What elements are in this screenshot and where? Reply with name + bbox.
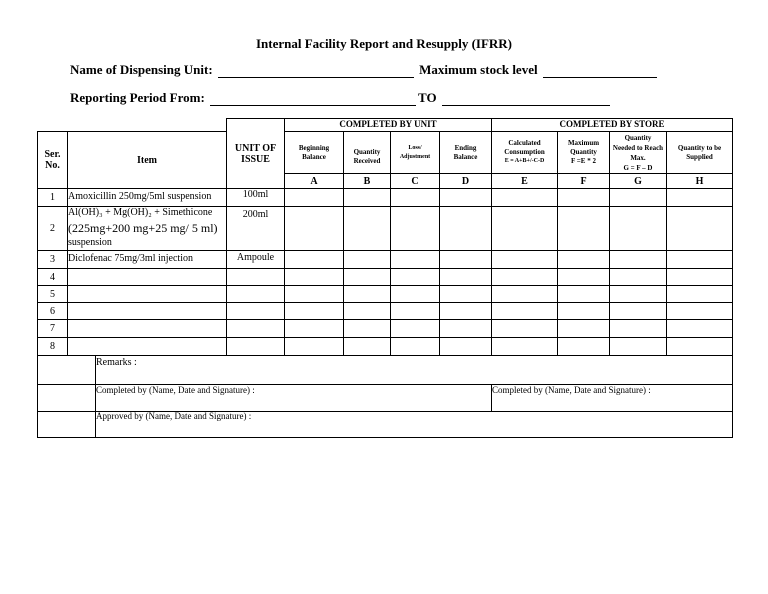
header-formula: E = A+B+/-C-D — [504, 158, 545, 164]
col-header-item: Item — [137, 154, 157, 166]
row-unit: Ampoule — [236, 252, 275, 263]
page-title: Internal Facility Report and Resupply (IFRR) — [255, 36, 513, 51]
col-header-quantity-supplied — [667, 132, 732, 173]
col-letter-b: B — [363, 175, 371, 187]
col-letter-e: E — [521, 175, 528, 187]
completed-by-unit-label: Completed by (Name, Date and Signature) : — [96, 385, 255, 395]
period-from-label: Reporting Period From: — [70, 90, 205, 105]
header-line: Quantity — [353, 147, 381, 156]
dispensing-unit-line — [70, 62, 659, 78]
grid-line — [37, 250, 733, 251]
completed-by-store-label: Completed by (Name, Date and Signature) : — [492, 385, 651, 395]
header-line: Maximum — [567, 139, 600, 147]
header-line: Ending — [454, 143, 477, 152]
col-letter-d: D — [461, 175, 470, 187]
grid-line — [37, 437, 733, 438]
row-unit: 200ml — [242, 208, 269, 220]
col-header-ser-no — [38, 132, 67, 188]
to-label: TO — [418, 90, 437, 105]
col-letter-g: G — [634, 175, 642, 187]
grid-line — [37, 355, 733, 356]
group-header-store: COMPLETED BY STORE — [559, 119, 665, 129]
max-stock-field[interactable] — [543, 65, 657, 78]
header-line: Balance — [302, 152, 326, 161]
row-number: 7 — [50, 323, 55, 334]
header-formula: G = F – D — [623, 163, 653, 172]
header-line: Balance — [453, 152, 478, 161]
col-letter-h: H — [695, 175, 704, 187]
header-line: Quantity to be — [677, 143, 722, 152]
row-number: 4 — [50, 271, 55, 283]
col-header-unit-line1: UNIT OF — [234, 142, 277, 154]
col-header-loss-adjustment — [391, 132, 439, 173]
col-header-beginning-balance — [285, 132, 343, 173]
period-to-field[interactable] — [442, 93, 610, 106]
period-from-field[interactable] — [210, 93, 416, 106]
remarks-label: Remarks : — [96, 357, 137, 368]
col-header-ser-line2: No. — [45, 160, 60, 171]
header-line: Max. — [630, 153, 646, 162]
col-header-maximum-quantity — [558, 132, 609, 173]
grid-line — [37, 188, 733, 189]
header-line: Beginning — [298, 143, 330, 152]
row-item-line1: Al(OH)₃ + Mg(OH)₂ + Simethicone — [68, 207, 213, 218]
col-header-quantity-received — [344, 140, 390, 173]
group-header-unit: COMPLETED BY UNIT — [339, 119, 437, 129]
approved-by-label: Approved by (Name, Date and Signature) : — [96, 411, 252, 421]
grid-line — [732, 118, 733, 438]
row-item: Diclofenac 75mg/3ml injection — [68, 253, 193, 264]
grid-line — [37, 268, 733, 269]
col-header-ser-line1: Ser. — [44, 149, 61, 160]
grid-line — [37, 337, 733, 338]
reporting-period-line — [70, 90, 612, 106]
row-number: 3 — [50, 254, 55, 265]
header-line: Quantity — [570, 148, 597, 156]
grid-line — [37, 302, 733, 303]
row-number: 8 — [50, 341, 55, 352]
header-line: Loss/ — [408, 144, 422, 151]
grid-line — [37, 319, 733, 320]
col-letter-c: C — [411, 175, 419, 187]
header-line: Consumption — [504, 148, 545, 156]
row-item: Amoxicillin 250mg/5ml suspension — [68, 191, 212, 202]
header-line: Needed to Reach — [612, 143, 664, 152]
header-line: Calculated — [508, 139, 541, 147]
row-number: 6 — [50, 305, 55, 317]
header-line: Quantity — [624, 133, 652, 142]
grid-line — [37, 285, 733, 286]
dispensing-unit-label: Name of Dispensing Unit: — [70, 62, 213, 77]
header-formula: F =E * 2 — [571, 157, 596, 165]
col-letter-a: A — [310, 175, 318, 187]
header-line: Supplied — [686, 152, 713, 161]
row-number: 2 — [50, 223, 55, 234]
dispensing-unit-field[interactable] — [218, 65, 414, 78]
header-line: Received — [353, 156, 381, 165]
col-header-calculated-consumption — [492, 132, 557, 173]
row-number: 1 — [50, 192, 55, 203]
row-number: 5 — [50, 288, 55, 300]
row-item-line3: suspension — [68, 237, 112, 248]
col-header-ending-balance — [440, 132, 491, 173]
row-item-line2: (225mg+200 mg+25 mg/ 5 ml) — [68, 221, 218, 235]
header-line: Adjustment — [399, 153, 431, 160]
col-header-unit-of-issue — [227, 119, 284, 188]
row-unit: 100ml — [242, 189, 269, 200]
col-header-unit-line2: ISSUE — [241, 153, 270, 165]
col-header-quantity-needed — [607, 132, 669, 173]
col-letter-f: F — [580, 175, 587, 187]
max-stock-label: Maximum stock level — [419, 62, 538, 77]
